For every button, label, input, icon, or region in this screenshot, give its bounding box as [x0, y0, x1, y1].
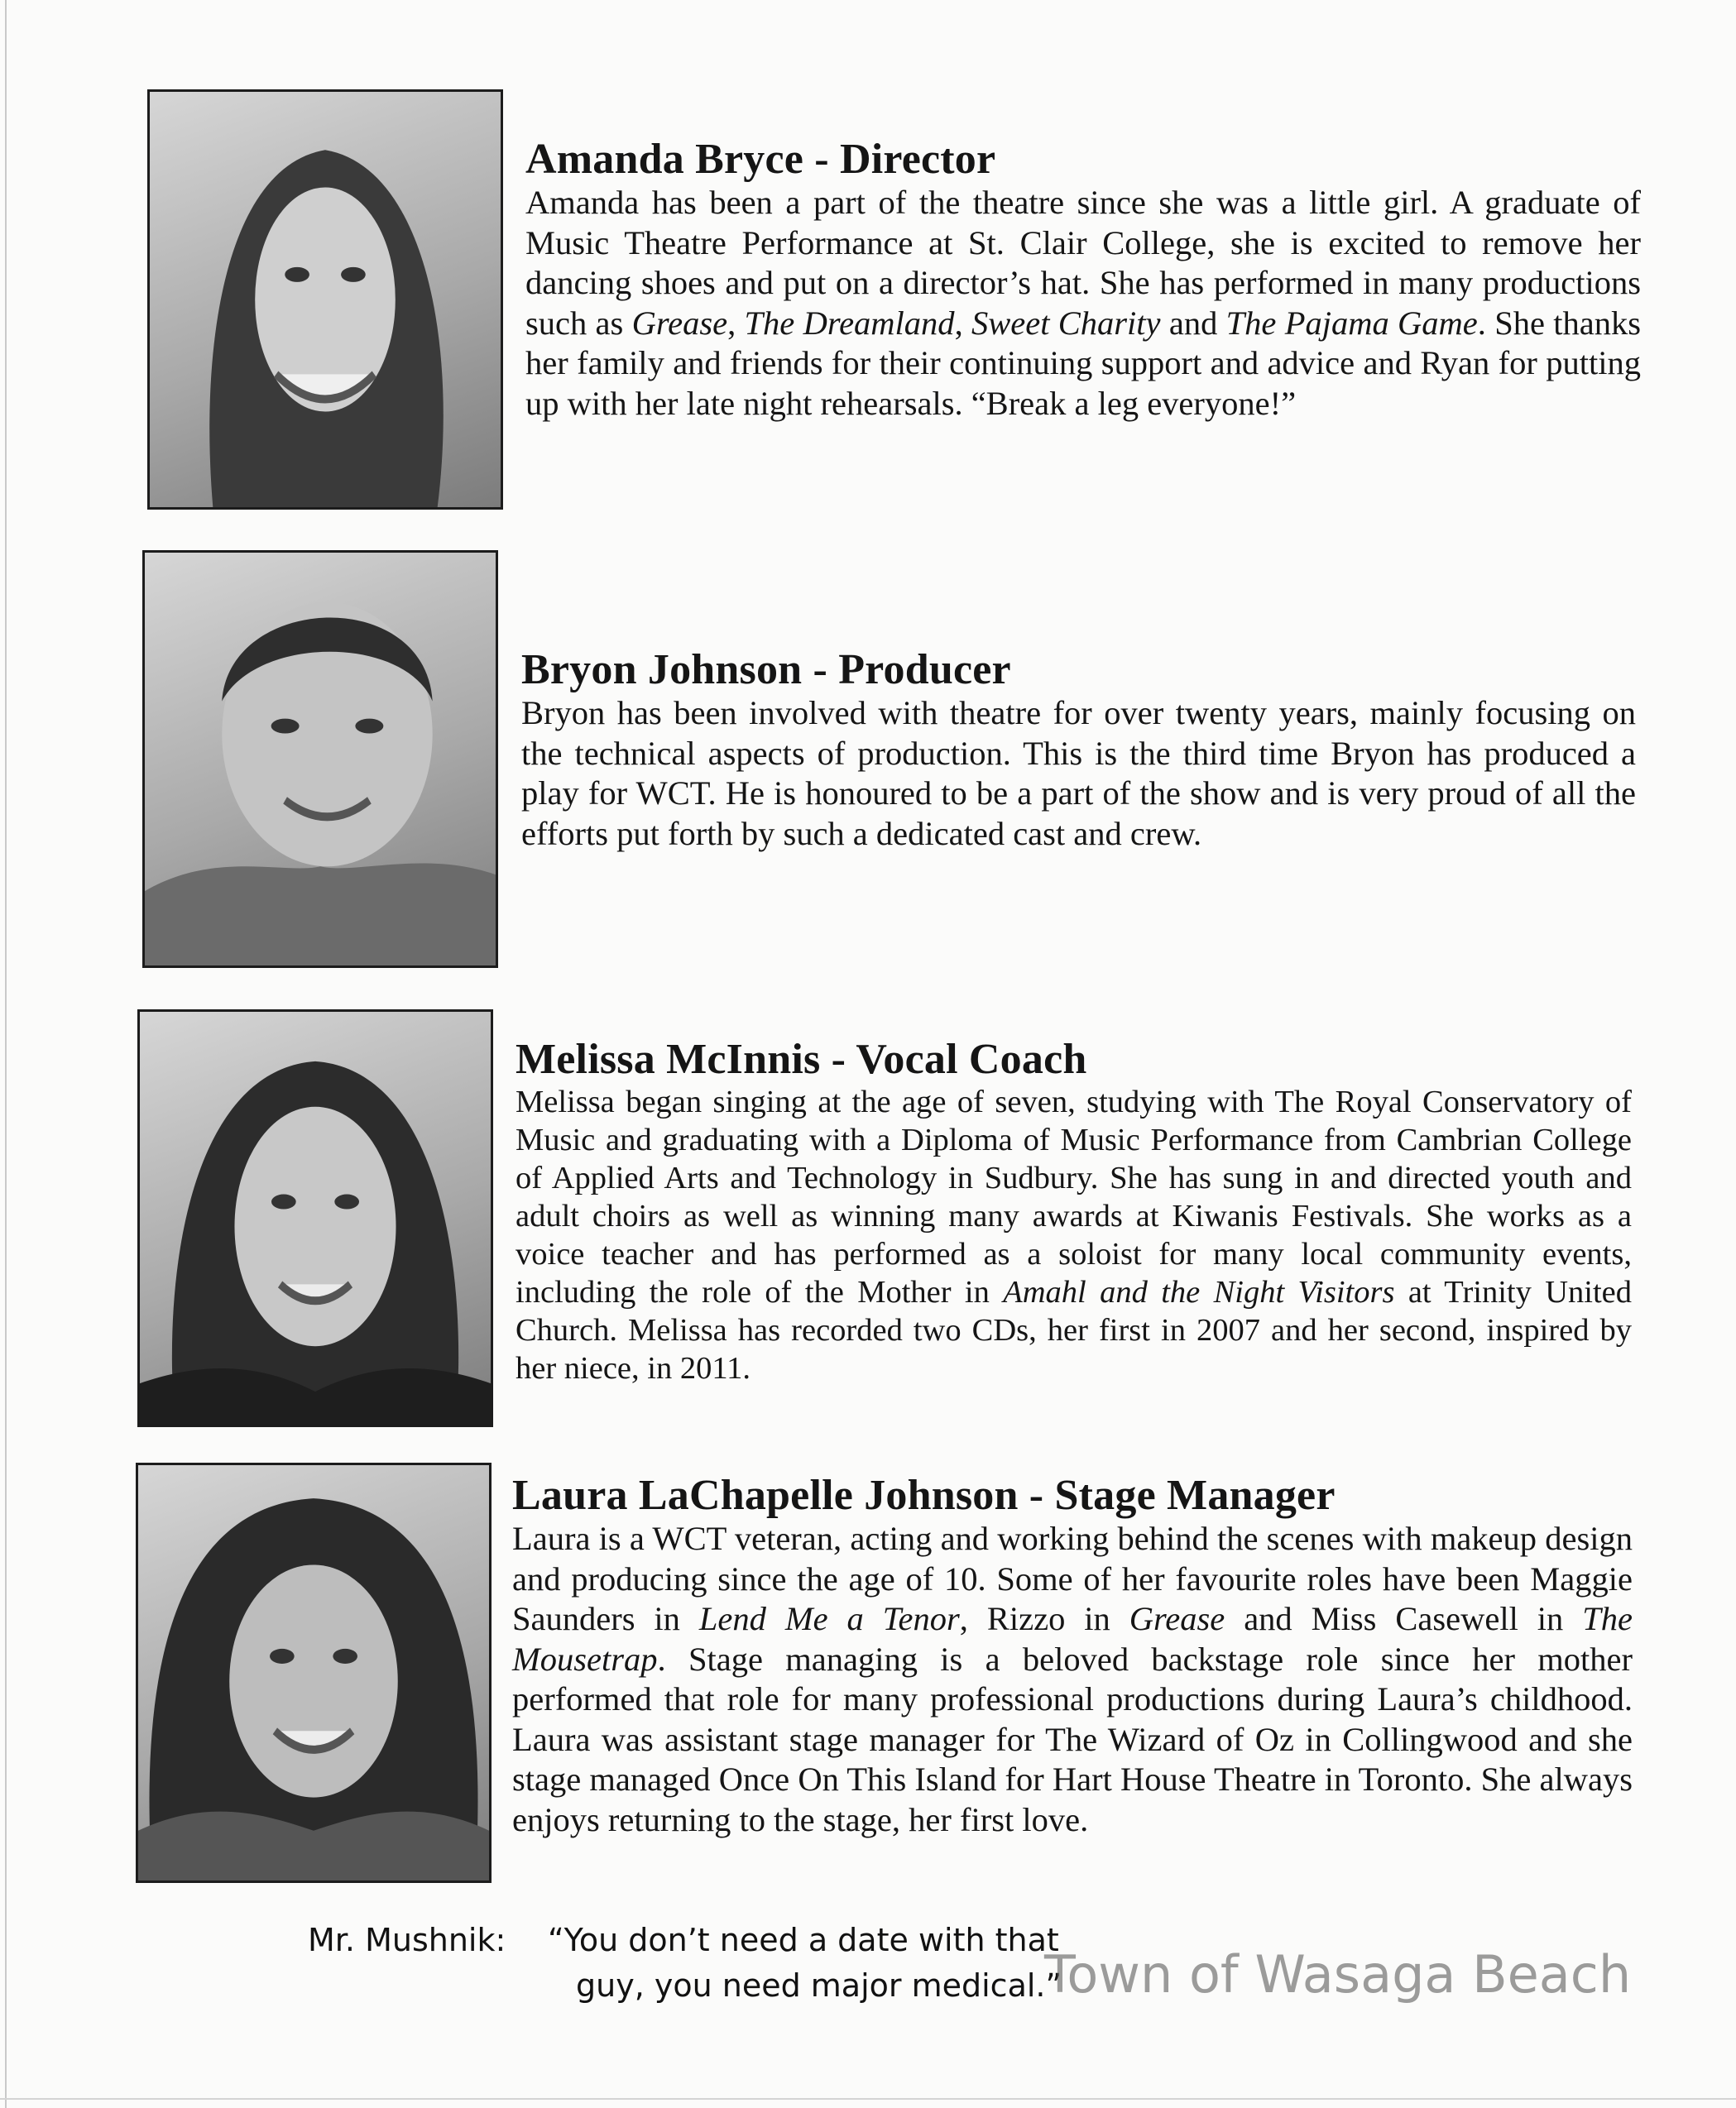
staff-bio	[525, 137, 1641, 424]
staff-bio-text: Bryon has been involved with theatre for over twenty years, mainly focusing on the technical aspects of production. This is the third time Bryon has produced a play for WCT. He is honoured to be a part of the show and is very proud of all the efforts put forth by such a dedicated cast and crew.	[521, 694, 1636, 852]
staff-bio	[521, 647, 1636, 854]
headshot-photo	[137, 1009, 493, 1427]
staff-bio-text: Laura is a WCT veteran, acting and working behind the scenes with makeup design and producing since the age of 10. Some of her favourite roles have been Maggie Saunders in Lend Me a Tenor, Rizzo in Grease and Miss Casewell in The Mousetrap. Stage managing is a beloved backstage role since her mother performed that role for many professional productions during Laura’s childhood. Laura was assistant stage manager for The Wizard of Oz in Collingwood and she stage managed Once On This Island for Hart House Theatre in Toronto. She always enjoys returning to the stage, her first love.	[512, 1520, 1633, 1838]
quote-line-2: guy, you need major medical.”	[576, 1967, 1062, 2004]
staff-bio-text: Melissa began singing at the age of seven, studying with The Royal Conservatory of Music and graduating with a Diploma of Music Performance from Cambrian College of Applied Arts and Technology in Sudbury. She has sung in and directed youth and adult choirs as well as winning many awards at Kiwanis Festivals. She works as a voice teacher and has performed as a soloist for many local community events, including the role of the Mother in Amahl and the Night Visitors at Trinity United Church. Melissa has recorded two CDs, her first in 2007 and her second, inspired by her niece, in 2011.	[516, 1085, 1633, 1386]
staff-bio-text: Amanda has been a part of the theatre since she was a little girl. A graduate of Music Theatre Performance at St. Clair College, she is excited to remove her dancing shoes and put on a director’s hat. She has performed in many productions such as Grease, The Dreamland, Sweet Charity and The Pajama Game. She thanks her family and friends for their continuing support and advice and Ryan for putting up with her late night rehearsals. “Break a leg everyone!”	[525, 184, 1641, 422]
staff-bio	[516, 1037, 1632, 1387]
staff-bio	[512, 1473, 1633, 1840]
quote-line-1: Mr. Mushnik: “You don’t need a date with that	[308, 1918, 1062, 1963]
page-edge-bottom	[0, 2098, 1736, 2100]
show-quote	[308, 1918, 1062, 2009]
headshot-photo	[136, 1463, 492, 1883]
staff-heading: Laura LaChapelle Johnson - Stage Manager	[512, 1472, 1336, 1519]
staff-heading: Bryon Johnson - Producer	[521, 646, 1011, 693]
staff-heading: Melissa McInnis - Vocal Coach	[516, 1036, 1087, 1083]
page-edge-left	[5, 0, 7, 2108]
watermark: Town of Wasaga Beach	[1044, 1944, 1632, 2005]
headshot-photo	[147, 89, 503, 510]
headshot-photo	[142, 550, 498, 968]
quote-speaker: Mr. Mushnik:	[308, 1922, 506, 1958]
staff-heading: Amanda Bryce - Director	[525, 136, 996, 183]
